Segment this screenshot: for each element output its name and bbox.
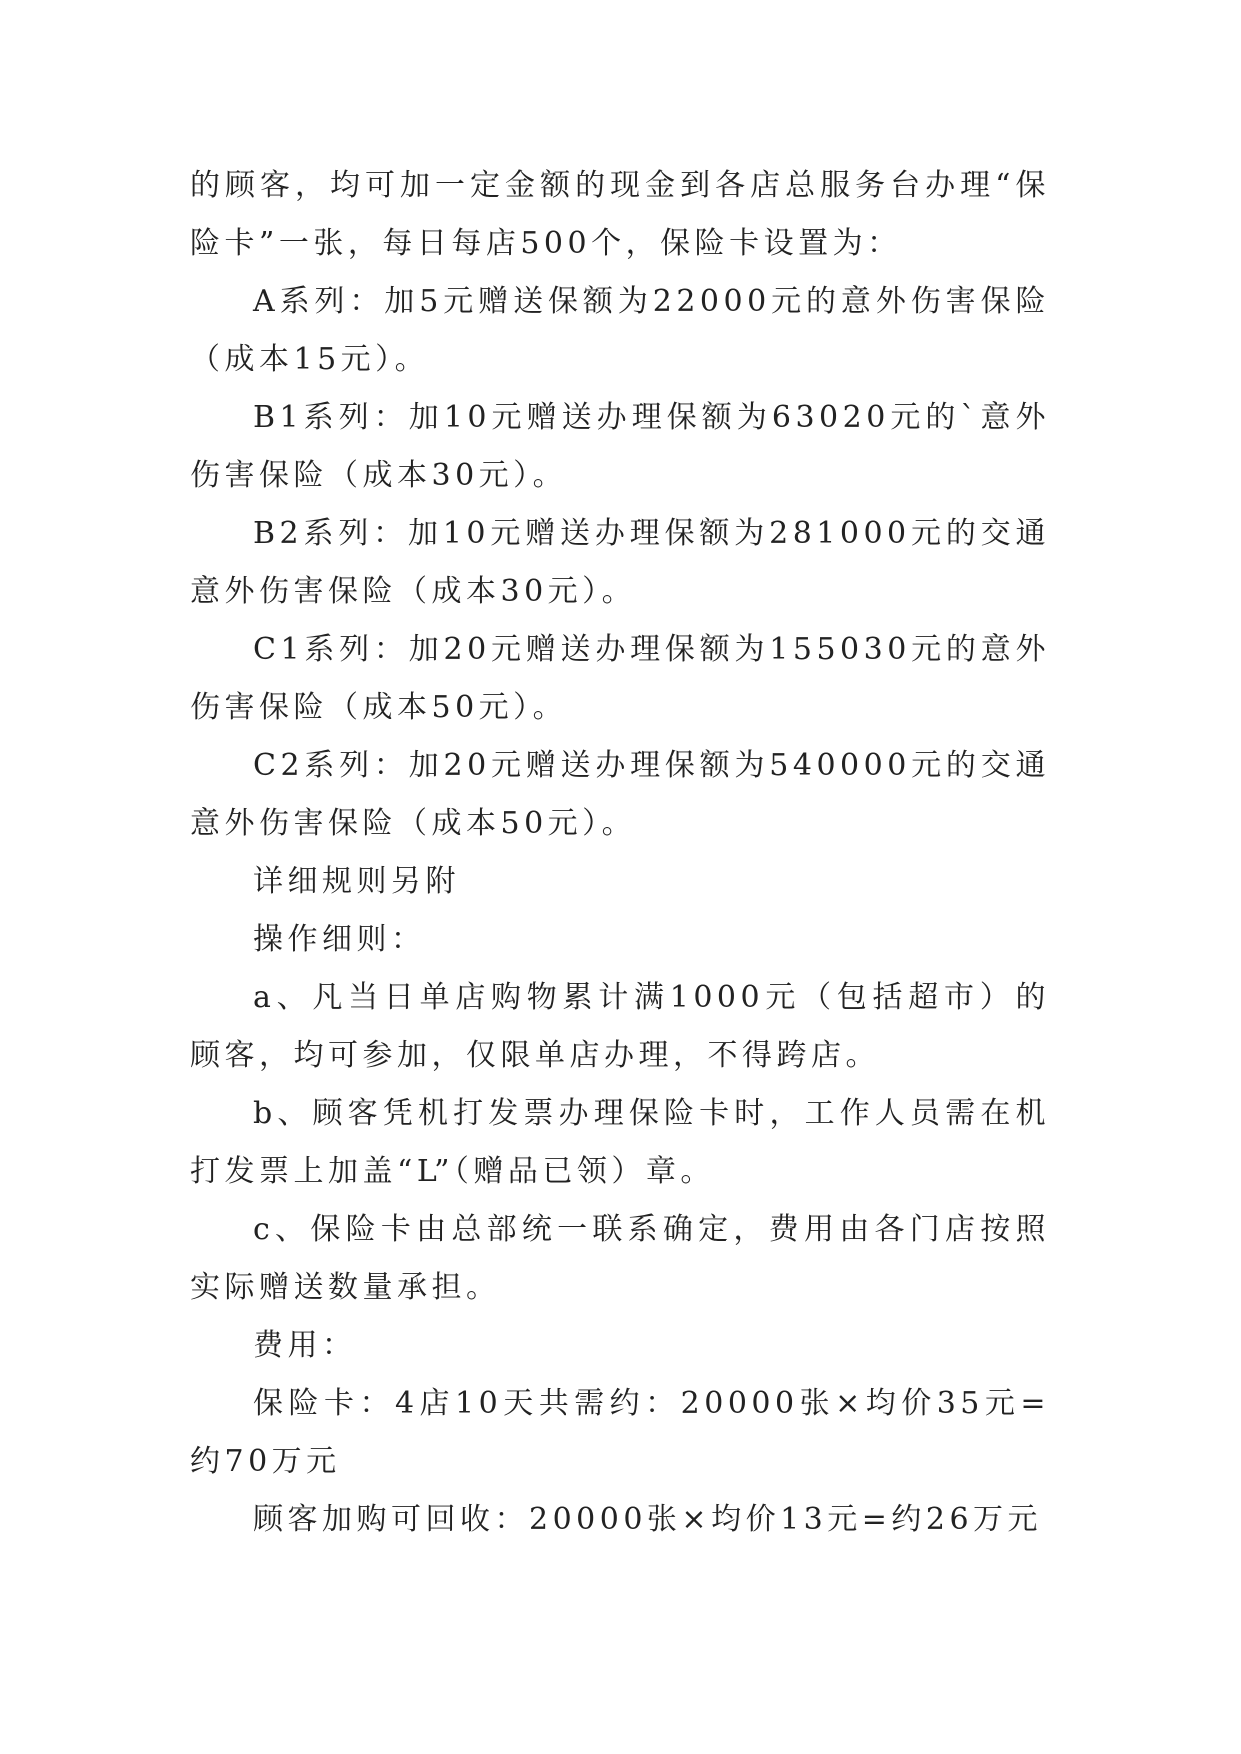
paragraph-rule-a: a、凡当日单店购物累计满1000元（包括超市）的顾客，均可参加，仅限单店办理，不得跨店。 [190,980,1050,1073]
paragraph-rule-c: c、保险卡由总部统一联系确定，费用由各门店按照实际赠送数量承担。 [190,1212,1050,1305]
paragraph-series-b1: B1系列：加10元赠送办理保额为63020元的`意外伤害保险（成本30元）。 [190,400,1050,493]
paragraph-series-c2: C2系列：加20元赠送办理保额为540000元的交通意外伤害保险（成本50元）。 [190,748,1050,841]
heading-costs: 费用： [253,1328,357,1363]
paragraph-rules-note: 详细规则另附 [253,864,460,899]
paragraph-series-b2: B2系列：加10元赠送办理保额为281000元的交通意外伤害保险（成本30元）。 [190,516,1050,609]
paragraph-rule-b: b、顾客凭机打发票办理保险卡时，工作人员需在机打发票上加盖“L”（赠品已领）章。 [190,1096,1050,1189]
paragraph-series-a: A系列：加5元赠送保额为22000元的意外伤害保险（成本15元）。 [190,284,1050,377]
paragraph-intro: 的顾客，均可加一定金额的现金到各店总服务台办理“保险卡”一张，每日每店500个，保险卡设置为： [190,168,1050,261]
paragraph-cost-recovery: 顾客加购可回收：20000张×均价13元=约26万元 [253,1502,1043,1537]
paragraph-cost-insurance-card: 保险卡：4店10天共需约：20000张×均价35元=约70万元 [190,1386,1050,1479]
document-body [190,157,1050,1549]
paragraph-series-c1: C1系列：加20元赠送办理保额为155030元的意外伤害保险（成本50元）。 [190,632,1050,725]
heading-operation-rules: 操作细则： [253,922,426,957]
